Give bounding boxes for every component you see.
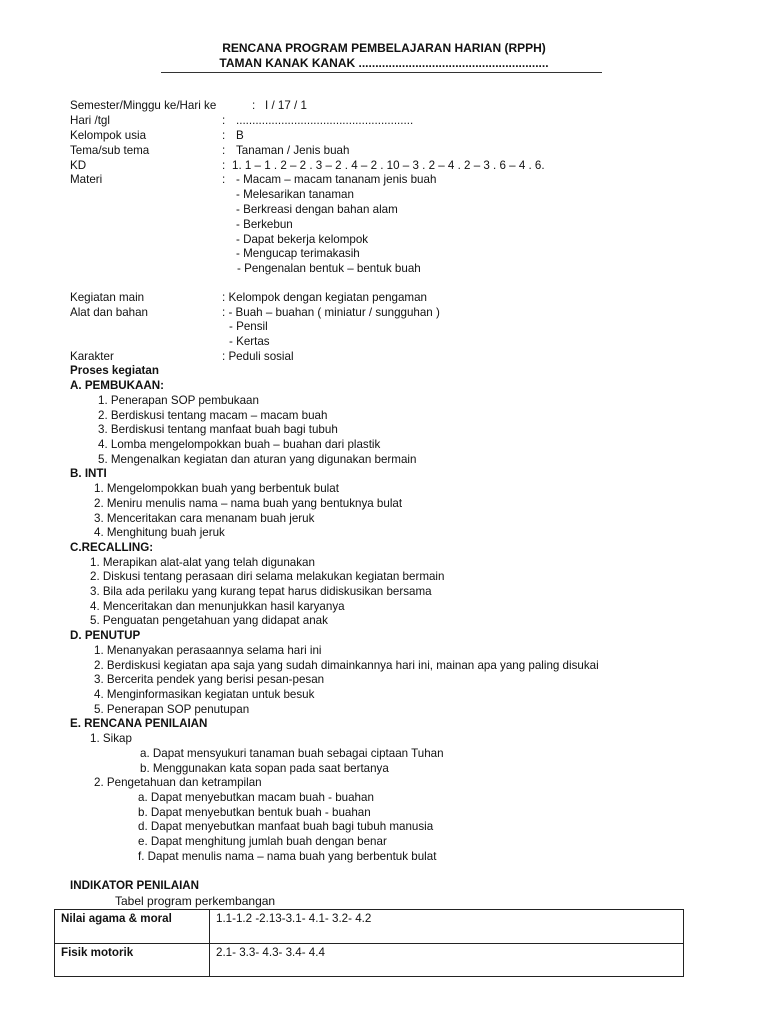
materi-item: - Dapat bekerja kelompok bbox=[236, 233, 369, 246]
identity-colon: : bbox=[252, 99, 256, 112]
identity-colon: : bbox=[222, 144, 226, 157]
materi-item: - Berkreasi dengan bahan alam bbox=[236, 203, 398, 216]
identity-value-materi: - Macam – macam tananam jenis buah bbox=[236, 173, 437, 186]
pembukaan-item: 1. Penerapan SOP pembukaan bbox=[98, 394, 259, 407]
materi-item: - Melesarikan tanaman bbox=[236, 188, 354, 201]
sikap-item: a. Dapat mensyukuri tanaman buah sebagai ciptaan Tuhan bbox=[140, 747, 444, 760]
inti-item: 4. Menghitung buah jeruk bbox=[94, 526, 225, 539]
pembukaan-item: 4. Lomba mengelompokkan buah – buahan dari plastik bbox=[98, 438, 381, 451]
header-divider bbox=[161, 72, 602, 73]
identity-colon: : bbox=[222, 159, 226, 172]
kegiatan-main-label: Kegiatan main bbox=[70, 291, 145, 304]
karakter-label: Karakter bbox=[70, 350, 114, 363]
table-cell-kd: 1.1-1.2 -2.13-3.1- 4.1- 3.2- 4.2 bbox=[210, 910, 684, 944]
alat-item: - Pensil bbox=[229, 320, 268, 333]
penutup-item: 4. Menginformasikan kegiatan untuk besuk bbox=[94, 688, 315, 701]
sikap-item: b. Menggunakan kata sopan pada saat bertanya bbox=[140, 762, 389, 775]
identity-value-kd: 1. 1 – 1 . 2 – 2 . 3 – 2 . 4 – 2 . 10 – 3 . 2 – 4 . 2 – 3 . 6 – 4 . 6. bbox=[232, 159, 545, 172]
pembukaan-item: 3. Berdiskusi tentang manfaat buah bagi tubuh bbox=[98, 423, 338, 436]
identity-colon: : bbox=[222, 129, 226, 142]
pengetahuan-item: f. Dapat menulis nama – nama buah yang berbentuk bulat bbox=[138, 850, 437, 863]
table-cell-kd: 2.1- 3.3- 4.3- 3.4- 4.4 bbox=[210, 944, 684, 977]
pengetahuan-item: e. Dapat menghitung jumlah buah dengan benar bbox=[138, 835, 387, 848]
alat-bahan-label: Alat dan bahan bbox=[70, 306, 149, 319]
kegiatan-main-value: : Kelompok dengan kegiatan pengaman bbox=[222, 291, 427, 304]
inti-heading: B. INTI bbox=[70, 467, 107, 480]
identity-label-tema: Tema/sub tema bbox=[70, 144, 150, 157]
identity-label-kelompok: Kelompok usia bbox=[70, 129, 147, 142]
table-row bbox=[55, 944, 684, 977]
pengetahuan-item: b. Dapat menyebutkan bentuk buah - buahan bbox=[138, 806, 371, 819]
identity-value-hari: ....................................................... bbox=[236, 114, 414, 127]
pengetahuan-item: a. Dapat menyebutkan macam buah - buahan bbox=[138, 791, 374, 804]
indikator-heading: INDIKATOR PENILAIAN bbox=[70, 879, 200, 892]
recalling-item: 4. Menceritakan dan menunjukkan hasil karyanya bbox=[90, 600, 345, 613]
inti-item: 2. Meniru menulis nama – nama buah yang bentuknya bulat bbox=[94, 497, 403, 510]
penutup-item: 2. Berdiskusi kegiatan apa saja yang sudah dimainkannya hari ini, mainan apa yang paling disukai bbox=[94, 659, 599, 672]
document-subtitle: TAMAN KANAK KANAK ......................................................... bbox=[219, 56, 549, 70]
pembukaan-item: 5. Mengenalkan kegiatan dan aturan yang digunakan bermain bbox=[98, 453, 417, 466]
karakter-value: : Peduli sosial bbox=[222, 350, 294, 363]
penilaian-sikap: 1. Sikap bbox=[90, 732, 132, 745]
document-title: RENCANA PROGRAM PEMBELAJARAN HARIAN (RPPH) bbox=[222, 41, 546, 55]
table-cell-aspect: Nilai agama & moral bbox=[55, 910, 210, 944]
penutup-heading: D. PENUTUP bbox=[70, 629, 141, 642]
materi-item: - Mengucap terimakasih bbox=[236, 247, 360, 260]
identity-colon: : bbox=[222, 173, 226, 186]
materi-item: - Pengenalan bentuk – bentuk buah bbox=[237, 262, 421, 275]
penutup-item: 3. Bercerita pendek yang berisi pesan-pesan bbox=[94, 673, 325, 686]
table-row bbox=[55, 910, 684, 944]
pengetahuan-item: d. Dapat menyebutkan manfaat buah bagi tubuh manusia bbox=[138, 820, 434, 833]
alat-item: - Kertas bbox=[229, 335, 270, 348]
identity-label-materi: Materi bbox=[70, 173, 103, 186]
identity-label-kd: KD bbox=[70, 159, 87, 172]
indikator-table-title: Tabel program perkembangan bbox=[115, 894, 276, 908]
materi-item: - Berkebun bbox=[236, 218, 293, 231]
recalling-item: 1. Merapikan alat-alat yang telah digunakan bbox=[90, 556, 315, 569]
recalling-item: 2. Diskusi tentang perasaan diri selama melakukan kegiatan bermain bbox=[90, 570, 445, 583]
alat-bahan-value: : - Buah – buahan ( miniatur / sungguhan ) bbox=[222, 306, 440, 319]
identity-label-hari: Hari /tgl bbox=[70, 114, 110, 127]
inti-item: 3. Menceritakan cara menanam buah jeruk bbox=[94, 512, 315, 525]
recalling-item: 5. Penguatan pengetahuan yang didapat anak bbox=[90, 614, 328, 627]
pembukaan-item: 2. Berdiskusi tentang macam – macam buah bbox=[98, 409, 328, 422]
identity-label-semester: Semester/Minggu ke/Hari ke bbox=[70, 99, 217, 112]
identity-value-tema: Tanaman / Jenis buah bbox=[236, 144, 350, 157]
recalling-item: 3. Bila ada perilaku yang kurang tepat harus didiskusikan bersama bbox=[90, 585, 432, 598]
pembukaan-heading: A. PEMBUKAAN: bbox=[70, 379, 165, 392]
identity-value-semester: I / 17 / 1 bbox=[265, 99, 307, 112]
proses-kegiatan-heading: Proses kegiatan bbox=[70, 364, 159, 377]
recalling-heading: C.RECALLING: bbox=[70, 541, 154, 554]
penutup-item: 1. Menanyakan perasaannya selama hari ini bbox=[94, 644, 322, 657]
table-cell-aspect: Fisik motorik bbox=[55, 944, 210, 977]
penutup-item: 5. Penerapan SOP penutupan bbox=[94, 703, 250, 716]
inti-item: 1. Mengelompokkan buah yang berbentuk bulat bbox=[94, 482, 339, 495]
identity-value-kelompok: B bbox=[236, 129, 244, 142]
penilaian-pengetahuan: 2. Pengetahuan dan ketrampilan bbox=[94, 776, 262, 789]
indikator-table bbox=[54, 909, 684, 977]
identity-colon: : bbox=[222, 114, 226, 127]
penilaian-heading: E. RENCANA PENILAIAN bbox=[70, 717, 208, 730]
